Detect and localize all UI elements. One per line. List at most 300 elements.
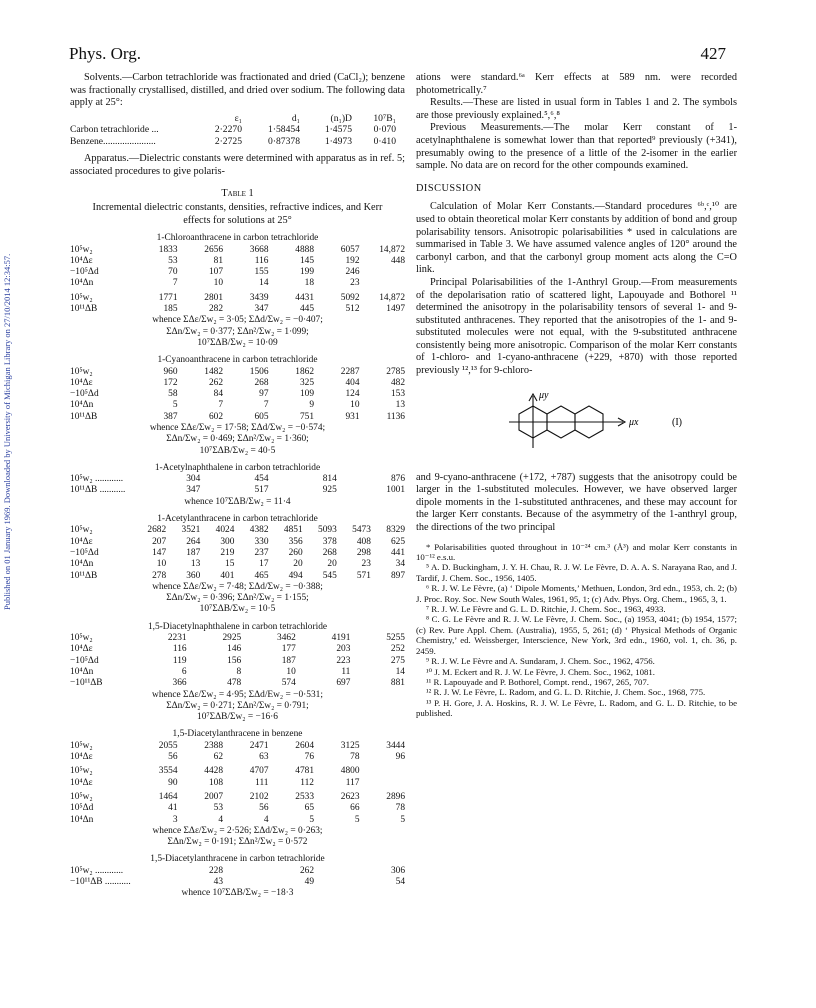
table-cell: 5 (309, 814, 314, 825)
table-cell: 960 (163, 366, 178, 377)
row-label: 10⁴Δε (70, 777, 93, 788)
table-cell: 408 (356, 536, 371, 547)
table-cell: 441 (390, 547, 405, 558)
table-cell: 18 (304, 278, 314, 289)
table-cell: 1862 (295, 366, 314, 377)
table-row (70, 304, 405, 315)
section-heading-discussion: DISCUSSION (416, 182, 482, 194)
table-cell: 78 (395, 803, 405, 814)
table-cell: 192 (345, 255, 360, 266)
table-cell: 2623 (340, 791, 360, 802)
footnote: ⁷ R. J. W. Le Fèvre and G. L. D. Ritchie, J. Chem. Soc., 1963, 4933. (426, 604, 666, 615)
summary-line: ΣΔn/Σw₂ = 0·271; ΣΔn²/Σw₂ = 0·791; (166, 700, 309, 711)
paragraph-continuation: ations were standard.⁶ᵃ Kerr effects at 589 nm. were recorded photometrically.⁷ (416, 72, 737, 96)
row-label: 10⁵Δd (70, 803, 94, 814)
table-cell: 931 (345, 411, 360, 422)
table-cell: 10 (156, 559, 167, 570)
table-cell: 5 (172, 400, 178, 411)
table-cell: 97 (259, 389, 269, 400)
polarisabilities-paragraph: Principal Polarisabilities of the 1-Anthryl Group.—From measurements of the depolarisation ratio of scattered light, Lapouyade and Bothorel ¹¹ determined the anisotropy in the polarisability tensors of several 1- and 9-substituted anthracenes. They reported that the anisotropies of the 1- and 9-substituted molecules were not equal, with the 9-substituted anthracene consistently being more anisotropic. Comparison of the molar Kerr constants of 1-chloro- and 1-cyano-anthracene (+229, +870) with those reported previously ¹²,¹³ for 9-chloro- (416, 276, 737, 377)
table-cell: 330 (254, 536, 269, 547)
table-row (70, 485, 405, 496)
table-cell: 3444 (386, 740, 405, 751)
table-row (70, 400, 405, 411)
table-cell: 306 (390, 865, 405, 876)
summary-line: ΣΔn/Σw₂ = 0·469; ΣΔn²/Σw₂ = 1·360; (166, 434, 309, 445)
table-cell: 268 (254, 377, 269, 388)
table-block (70, 514, 405, 616)
block-title: 1,5-Diacetylanthracene in carbon tetrachloride (150, 854, 325, 865)
table-cell: 275 (390, 655, 405, 666)
table-row (70, 245, 405, 256)
table-cell: 5092 (340, 292, 360, 303)
table-cell: 23 (350, 278, 360, 289)
row-label: 10⁵w₂ (70, 740, 93, 751)
summary-line: whence ΣΔε/Σw₂ = 2·526; ΣΔd/Σw₂ = 0·263; (152, 825, 323, 836)
table-cell: 6057 (340, 244, 360, 255)
table-cell: 66 (350, 803, 360, 814)
row-label: −10¹¹ΔB (70, 678, 103, 689)
table-row (70, 278, 405, 289)
row-label: 10⁵w₂ (70, 366, 93, 377)
table-cell: 4888 (295, 244, 314, 255)
structure-svg (447, 384, 707, 464)
table-cell: 90 (168, 777, 178, 788)
table-cell: 2925 (222, 633, 242, 644)
table-cell: 53 (168, 255, 178, 266)
anthracene-structure-diagram (416, 384, 737, 464)
row-label: −10⁵Δd (70, 267, 99, 278)
table-cell: 298 (356, 547, 371, 558)
footnote: ¹¹ R. Lapouyade and P. Bothorel, Compt. rend., 1967, 265, 707. (426, 676, 649, 687)
table-cell: 187 (281, 655, 296, 666)
table-cell: 517 (254, 485, 269, 496)
table-cell: 10 (350, 400, 360, 411)
row-label: 10⁵w₂ ............ (70, 474, 124, 485)
table-cell: 1464 (158, 791, 178, 802)
block-title: 1-Cyanoanthracene in carbon tetrachloride (157, 355, 318, 366)
table-cell: 4800 (340, 766, 360, 777)
table-block (70, 233, 405, 349)
table-cell: 53 (213, 803, 223, 814)
solvent-row: Benzene...................... 2·2725 0·87378 1·4973 0·410 (70, 135, 396, 147)
table-row (70, 293, 405, 304)
table-cell: 602 (208, 411, 223, 422)
table-cell: 4707 (249, 766, 269, 777)
table-cell: 2533 (295, 791, 314, 802)
row-label: 10¹¹ΔB (70, 304, 98, 315)
table-cell: 4851 (283, 525, 303, 536)
left-column (70, 72, 405, 900)
table-cell: 1833 (158, 244, 178, 255)
table-cell: 1001 (386, 485, 405, 496)
table-cell: 482 (390, 377, 405, 388)
table-cell: 2801 (204, 292, 223, 303)
table-cell: 76 (304, 752, 314, 763)
previous-measurements-paragraph: Previous Measurements.—The molar Kerr constant of 1-acetylnaphthalene is somewhat lower than that reported⁹ previously (+341), presumably owing to the presence of a little of the 2-isomer in the earlier sample. No data are on record for the other compounds examined. (416, 122, 737, 172)
table-cell: 207 (152, 536, 167, 547)
table-cell: 445 (299, 304, 314, 315)
table-cell: 4024 (215, 525, 235, 536)
table-cell: 282 (208, 304, 223, 315)
table-cell: 5 (354, 814, 360, 825)
table-row (70, 525, 405, 536)
summary-line: whence 10⁷ΣΔB/Σw₂ = −18·3 (181, 888, 294, 899)
table-cell: 448 (390, 255, 405, 266)
table-cell: 605 (254, 411, 269, 422)
table-cell: 545 (322, 570, 337, 581)
row-label: −10⁵Δd (70, 655, 99, 666)
table-cell: 70 (168, 267, 178, 278)
table-cell: 109 (299, 389, 314, 400)
mu-x-label: μx (628, 416, 638, 428)
table-cell: 625 (390, 536, 405, 547)
block-title: 1-Acetylnaphthalene in carbon tetrachloride (154, 462, 321, 473)
table-cell: 56 (259, 803, 269, 814)
table-row (70, 256, 405, 267)
table-title: Table 1 (221, 188, 254, 200)
table-cell: 1136 (386, 411, 405, 422)
table-row (70, 367, 405, 378)
table-cell: 7 (172, 278, 178, 289)
table-cell: 278 (152, 570, 167, 581)
table-cell: 2287 (340, 366, 360, 377)
table-cell: 43 (213, 876, 223, 887)
apparatus-paragraph: Apparatus.—Dielectric constants were determined with apparatus as in ref. 5; associated procedures to give polaris- (70, 153, 405, 177)
table-cell: 6 (181, 666, 187, 677)
column-header: (n₁)D (330, 112, 352, 124)
table-cell: 876 (390, 474, 405, 485)
table-cell: 478 (227, 678, 242, 689)
table-cell: 10 (286, 666, 296, 677)
row-label: 10¹¹ΔB (70, 411, 98, 422)
table-cell: 96 (395, 752, 405, 763)
summary-line: whence ΣΔε/Σw₂ = 17·58; ΣΔd/Σw₂ = −0·574; (149, 423, 326, 433)
table-cell: 237 (254, 547, 269, 558)
table-cell: 185 (163, 304, 178, 315)
table-row (70, 474, 405, 485)
table-cell: 3 (172, 814, 178, 825)
table-row (70, 656, 405, 667)
column-header: ε₁ (234, 112, 242, 124)
table-row (70, 752, 405, 763)
solvent-table-header (70, 113, 405, 125)
table-cell: 697 (336, 678, 351, 689)
row-label: 10¹¹ΔB (70, 570, 98, 581)
row-label: 10⁴Δn (70, 559, 94, 570)
summary-line: 10⁷ΣΔB/Σw₂ = 10·5 (199, 604, 276, 615)
table-cell: 228 (208, 865, 223, 876)
table-cell: 153 (390, 389, 405, 400)
table-cell: 3554 (158, 766, 178, 777)
table-cell: 187 (186, 547, 201, 558)
table-cell: 2007 (204, 791, 223, 802)
table-cell: 14,872 (379, 244, 405, 255)
page-number: 427 (700, 44, 726, 63)
table-cell: 1482 (204, 366, 223, 377)
table-block (70, 622, 405, 724)
results-paragraph: Results.—These are listed in usual form in Tables 1 and 2. The symbols are those previously explained.⁵,⁶,⁸ (416, 97, 737, 121)
footnote: ⁶ R. J. W. Le Fèvre, (a) ‘ Dipole Moments,’ Methuen, London, 3rd edn., 1953, ch. 2; (b) J. Proc. Roy. Soc. New South Wales, 1961, 95, 1; (c) Adv. Phys. Org. Chem., 1965, 3, 1. (416, 583, 737, 604)
table-row (70, 803, 405, 814)
table-cell: 3521 (181, 525, 201, 536)
table-cell: 356 (288, 536, 303, 547)
table-1-body (70, 233, 405, 899)
table-cell: 404 (345, 377, 360, 388)
table-cell: 15 (225, 559, 235, 570)
footnote: ⁹ R. J. W. Le Fèvre and A. Sundaram, J. Chem. Soc., 1962, 4756. (426, 656, 655, 667)
table-cell: 252 (390, 644, 405, 655)
block-title: 1-Chloroanthracene in carbon tetrachloride (156, 233, 319, 244)
row-label: 10⁵w₂ ............ (70, 865, 124, 876)
table-cell: 347 (254, 304, 269, 315)
table-cell: 62 (213, 752, 223, 763)
table-cell: 155 (254, 267, 269, 278)
summary-line: 10⁷ΣΔB/Σw₂ = 40·5 (199, 445, 276, 456)
table-cell: 199 (299, 267, 314, 278)
table-cell: 107 (208, 267, 223, 278)
table-cell: 325 (299, 377, 314, 388)
table-cell: 65 (304, 803, 314, 814)
table-cell: 17 (259, 559, 269, 570)
row-label: 10⁵w₂ (70, 244, 93, 255)
table-cell: 4428 (204, 766, 223, 777)
table-cell: 260 (288, 547, 303, 558)
table-cell: 4382 (249, 525, 269, 536)
table-cell (360, 267, 406, 278)
solvent-constants-table (70, 113, 405, 148)
table-cell: 512 (345, 304, 360, 315)
table-cell: 304 (186, 474, 201, 485)
table-cell: 13 (190, 559, 201, 570)
summary-line: whence ΣΔε/Σw₂ = 4·95; ΣΔd/Ew₂ = −0·531; (152, 689, 323, 700)
table-cell: 574 (281, 678, 296, 689)
table-cell: 465 (254, 570, 269, 581)
table-row (70, 877, 405, 888)
table-row (70, 644, 405, 655)
table-cell: 2604 (295, 740, 314, 751)
table-cell: 156 (227, 655, 242, 666)
table-cell: 78 (350, 752, 360, 763)
table-cell: 9 (309, 400, 314, 411)
table-row (70, 267, 405, 278)
row-label: −10⁵Δd (70, 389, 99, 400)
right-column (416, 72, 737, 719)
summary-line: whence 10⁷ΣΔB/Σw₂ = 11·4 (184, 496, 291, 507)
table-cell: 2388 (204, 740, 223, 751)
table-cell: 84 (213, 389, 223, 400)
table-cell: 268 (322, 547, 337, 558)
table-cell: 264 (186, 536, 201, 547)
table-cell: 41 (168, 803, 178, 814)
table-cell: 2785 (386, 366, 405, 377)
row-label: 10⁴Δε (70, 255, 93, 266)
row-label: 10⁴Δn (70, 400, 94, 411)
summary-line: whence ΣΔε/Σw₂ = 3·05; ΣΔd/Σw₂ = −0·407; (152, 315, 323, 326)
block-title: 1,5-Diacetylnaphthalene in carbon tetrachloride (147, 621, 328, 632)
table-row (70, 633, 405, 644)
table-cell: 814 (322, 474, 337, 485)
row-label: 10⁵w₂ (70, 791, 93, 802)
row-label: 10⁴Δn (70, 666, 94, 677)
table-cell: 20 (293, 559, 303, 570)
solvents-paragraph: Solvents.—Carbon tetrachloride was fractionated and dried (CaCl₂); benzene was fractionally crystallised, distilled, and dried over sodium. The following data apply at 25°: (70, 72, 405, 109)
paragraph-after-diagram: and 9-cyano-anthracene (+172, +787) suggests that the anisotropy could be larger in the 1-substituted molecules. However, we have observed larger dipole moments in the 1-substituted anthracenes, and these may account for the larger Kerr constants. Because of the asymmetry of the 1-anthryl group, the directions of the two principal (416, 471, 737, 534)
table-cell: 897 (390, 570, 405, 581)
column-header: 10⁷B₁ (373, 112, 396, 124)
table-cell: 347 (186, 485, 201, 496)
table-cell: 177 (281, 644, 296, 655)
table-cell: 4781 (295, 766, 314, 777)
block-title: 1,5-Diacetylanthracene in benzene (172, 729, 303, 740)
table-cell: 219 (220, 547, 235, 558)
summary-line: 10⁷ΣΔB/Σw₂ = −16·6 (197, 712, 278, 723)
row-label: 10⁵w₂ (70, 525, 93, 536)
table-cell: 112 (300, 777, 314, 788)
table-block (70, 854, 405, 899)
table-cell: 10 (213, 278, 223, 289)
table-cell: 81 (213, 255, 223, 266)
table-cell (360, 766, 406, 777)
table-cell: 360 (186, 570, 201, 581)
table-cell: 378 (322, 536, 337, 547)
table-cell: 5255 (386, 633, 405, 644)
table-cell: 3439 (249, 292, 269, 303)
table-cell: 111 (255, 777, 269, 788)
table-row (70, 548, 405, 559)
mu-y-label: μy (538, 389, 548, 401)
table-cell: 108 (208, 777, 223, 788)
table-cell: 1506 (249, 366, 269, 377)
table-cell: 145 (299, 255, 314, 266)
table-cell: 7 (218, 400, 223, 411)
table-block (70, 729, 405, 848)
table-cell: 147 (152, 547, 167, 558)
table-row (70, 815, 405, 826)
table-cell: 3668 (249, 244, 269, 255)
table-cell: 454 (254, 474, 269, 485)
table-cell: 4 (218, 814, 223, 825)
table-cell: 124 (345, 389, 360, 400)
table-cell: 3462 (277, 633, 296, 644)
table-cell: 2231 (167, 633, 187, 644)
footnote: ¹³ P. H. Gore, J. A. Hoskins, R. J. W. Le Fèvre, L. Radom, and G. L. D. Ritchie, to be published. (416, 697, 737, 719)
summary-line: 10⁷ΣΔB/Σw₂ = 10·09 (197, 337, 278, 348)
table-cell: 262 (299, 865, 314, 876)
table-cell: 23 (361, 559, 371, 570)
table-cell: 56 (168, 752, 178, 763)
table-row (70, 741, 405, 752)
table-row (70, 778, 405, 789)
table-cell: 401 (220, 570, 235, 581)
table-block (70, 463, 405, 508)
table-row (70, 667, 405, 678)
table-cell: 14,872 (379, 292, 405, 303)
block-title: 1-Acetylanthracene in carbon tetrachloride (157, 514, 318, 525)
table-cell: 4431 (295, 292, 314, 303)
table-cell: 8 (236, 666, 242, 677)
table-cell: 13 (395, 400, 405, 411)
table-cell: 246 (345, 267, 360, 278)
row-label: 10⁴Δε (70, 752, 93, 763)
table-cell: 116 (254, 255, 269, 266)
table-cell: 5473 (352, 525, 371, 536)
row-label: 10⁴Δε (70, 644, 93, 655)
table-row (70, 678, 405, 689)
table-cell: 49 (304, 876, 314, 887)
footnote: ¹⁰ J. M. Eckert and R. J. W. Le Fèvre, J. Chem. Soc., 1962, 1081. (426, 666, 655, 677)
table-cell: 925 (322, 485, 337, 496)
footnote: ¹² R. J. W. Le Fèvre, L. Radom, and G. L. D. Ritchie, J. Chem. Soc., 1968, 775. (426, 687, 706, 698)
table-row (70, 571, 405, 582)
table-block (70, 355, 405, 457)
table-cell: 5093 (318, 525, 337, 536)
table-cell: 2682 (147, 525, 167, 536)
table-cell: 2471 (249, 740, 269, 751)
table-cell: 20 (327, 559, 337, 570)
table-cell: 494 (288, 570, 303, 581)
table-cell: 58 (168, 389, 178, 400)
table-cell: 4 (263, 814, 269, 825)
table-cell: 14 (395, 666, 405, 677)
table-cell: 1497 (386, 304, 405, 315)
table-row (70, 766, 405, 777)
table-cell: 571 (356, 570, 371, 581)
footnote: ⁵ A. D. Buckingham, J. Y. H. Chau, R. J. W. Le Fèvre, D. A. A. S. Narayana Rao, and J. Tardif, J. Chem. Soc., 1956, 1405. (416, 562, 737, 583)
table-row (70, 537, 405, 548)
table-row (70, 389, 405, 400)
table-cell: 34 (395, 559, 405, 570)
table-cell: 881 (390, 678, 405, 689)
table-cell: 117 (345, 777, 360, 788)
table-cell: 3125 (340, 740, 360, 751)
table-cell: 2656 (204, 244, 223, 255)
summary-line: whence ΣΔε/Σw₂ = 7·48; ΣΔd/Σw₂ = −0·388; (152, 581, 323, 592)
footnote: ⁸ C. G. Le Fèvre and R. J. W. Le Fèvre, J. Chem. Soc., (a) 1953, 4041; (b) 1954, 1577; (c) Rev. Pure Appl. Chem. (Australia), 1955, 5, 261; (d) ‘ Physical Methods of Organic Chemistry,’ ed. Weissberger, Interscience, New York, 3rd edn., 1960, vol. 1, ch. 36, p. 2459. (416, 614, 737, 656)
table-cell: 116 (172, 644, 187, 655)
row-label: 10⁵w₂ (70, 766, 93, 777)
summary-line: ΣΔn/Σw₂ = 0·377; ΣΔn²/Σw₂ = 1·099; (166, 326, 309, 337)
solvent-row: Carbon tetrachloride ... 2·2270 1·58454 1·4575 0·070 (70, 124, 396, 136)
table-cell: 4191 (331, 633, 351, 644)
table-cell: 751 (299, 411, 314, 422)
table-cell: 11 (341, 666, 351, 677)
row-label: −10¹¹ΔB ........... (70, 876, 131, 887)
structure-label: (I) (671, 416, 682, 428)
table-cell: 172 (163, 377, 178, 388)
row-label: 10⁴Δn (70, 814, 94, 825)
table-cell: 2102 (249, 791, 269, 802)
table-cell: 300 (220, 536, 235, 547)
row-label: 10⁵w₂ (70, 633, 93, 644)
table-caption: Incremental dielectric constants, densities, refractive indices, and Kerr effects for solutions at 25° (92, 202, 383, 226)
table-row (70, 412, 405, 423)
table-cell: 63 (259, 752, 269, 763)
table-cell: 2055 (158, 740, 178, 751)
table-row (70, 792, 405, 803)
calculation-paragraph: Calculation of Molar Kerr Constants.—Standard procedures ⁶ᵇ,ᶜ,¹⁰ are used to obtain theoretical molar Kerr constants by addition of bond and group polarisability tensors. Anisotropic polarisabilities * used in calculations are summarised in Table 3. We have assumed valence angles of 120° around the carbonyl carbon, and that the carbonyl group moment acts along the C=O link. (416, 201, 737, 276)
summary-line: ΣΔn/Σw₂ = 0·191; ΣΔn²/Σw₂ = 0·572 (167, 837, 308, 848)
table-cell (360, 278, 406, 289)
row-label: 10⁴Δε (70, 536, 93, 547)
row-label: −10⁵Δd (70, 547, 99, 558)
table-cell: 8329 (386, 525, 405, 536)
row-label: 10⁴Δε (70, 377, 93, 388)
summary-line: ΣΔn/Σw₂ = 0·396; ΣΔn²/Σw₂ = 1·155; (166, 593, 309, 604)
table-cell (360, 778, 406, 789)
table-cell: 203 (336, 644, 351, 655)
table-cell: 146 (227, 644, 242, 655)
